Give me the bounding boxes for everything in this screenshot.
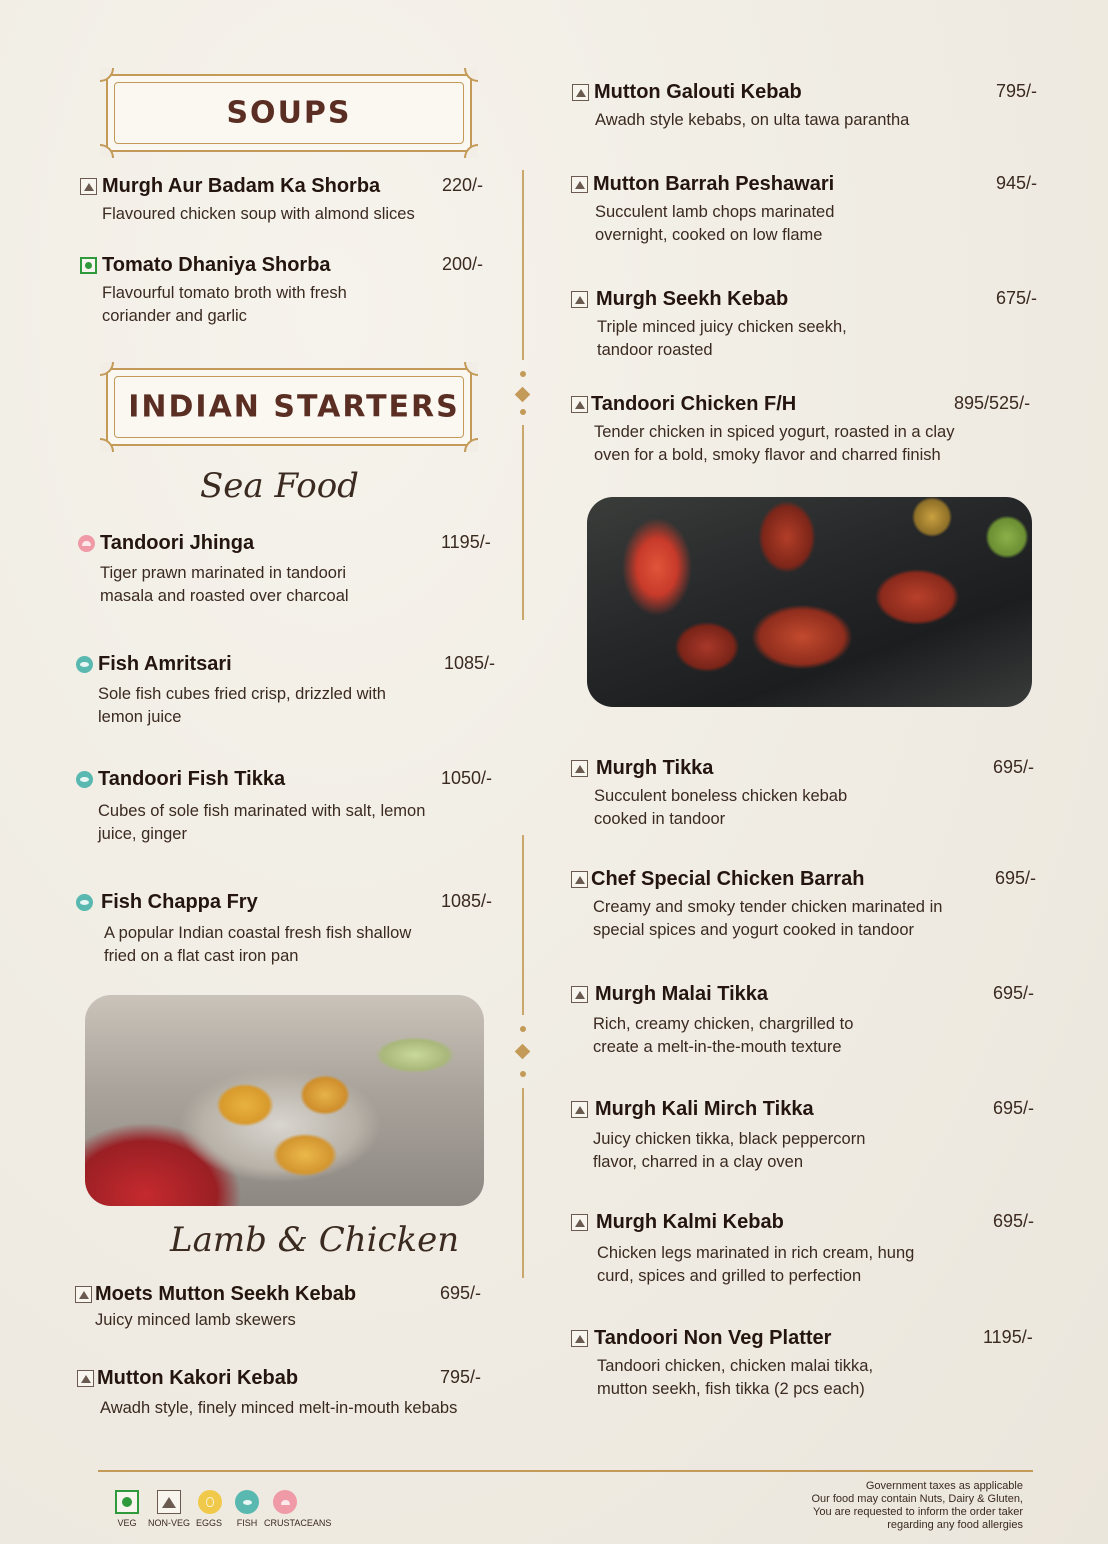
item-price: 1085/-	[441, 891, 493, 911]
legend-eggs	[198, 1490, 222, 1528]
indian-starters-header	[106, 368, 472, 446]
item-description: Cubes of sole fish marinated with salt, lemon juice, ginger	[98, 802, 426, 843]
item-price: 1050/-	[441, 768, 493, 788]
sea-food-subheading: Sea Food	[200, 466, 359, 506]
divider-ornament	[515, 387, 531, 403]
non-veg-icon	[77, 1370, 94, 1387]
non-veg-icon	[80, 178, 97, 195]
item-price: 695/-	[995, 868, 1037, 888]
footer-divider	[98, 1470, 1033, 1472]
item-name: Murgh Kali Mirch Tikka	[595, 1098, 814, 1120]
item-name: Mutton Kakori Kebab	[97, 1367, 299, 1389]
item-name: Murgh Seekh Kebab	[596, 288, 789, 310]
item-description: Awadh style, finely minced melt-in-mouth kebabs	[100, 1399, 458, 1417]
non-veg-icon	[572, 84, 589, 101]
legend-veg	[115, 1490, 139, 1528]
item-price: 695/-	[993, 1098, 1035, 1118]
item-name: Moets Mutton Seekh Kebab	[95, 1283, 357, 1305]
item-price: 1195/-	[441, 532, 491, 552]
column-divider-top	[522, 170, 524, 360]
note-line: Government taxes as applicable	[865, 1480, 1023, 1492]
item-name: Fish Chappa Fry	[101, 891, 258, 913]
item-description: Triple minced juicy chicken seekh, tandoor roasted	[597, 318, 847, 359]
note-line: regarding any food allergies	[887, 1519, 1023, 1531]
item-description: Flavoured chicken soup with almond slices	[102, 205, 415, 223]
item-name: Murgh Kalmi Kebab	[596, 1211, 784, 1233]
item-name: Tomato Dhaniya Shorba	[102, 254, 331, 276]
legend-non-veg	[148, 1490, 191, 1528]
crustacean-icon	[78, 535, 95, 552]
lamb-chicken-subheading: Lamb & Chicken	[170, 1220, 460, 1260]
item-price: 1195/-	[983, 1327, 1033, 1347]
non-veg-icon	[571, 1214, 588, 1231]
soups-header	[106, 74, 472, 152]
item-price: 795/-	[440, 1367, 482, 1387]
item-price: 895/525/-	[954, 393, 1031, 413]
item-description: Flavourful tomato broth with fresh coriander and garlic	[102, 284, 347, 325]
legend-label: EGGS	[196, 1518, 223, 1528]
non-veg-icon	[571, 396, 588, 413]
tikka-platter-photo	[85, 995, 484, 1206]
divider-ornament	[515, 1044, 531, 1060]
veg-icon	[115, 1490, 139, 1514]
note-line: Our food may contain Nuts, Dairy & Gluten,	[811, 1493, 1023, 1505]
item-description: A popular Indian coastal fresh fish shallow fried on a flat cast iron pan	[104, 924, 412, 965]
divider-ornament	[520, 371, 526, 377]
item-description: Rich, creamy chicken, chargrilled to create a melt-in-the-mouth texture	[593, 1015, 854, 1056]
legend-label: NON-VEG	[148, 1518, 191, 1528]
divider-ornament	[520, 1071, 526, 1077]
item-name: Tandoori Chicken F/H	[591, 393, 797, 415]
item-price: 1085/-	[444, 653, 496, 673]
column-divider-lower	[522, 835, 524, 1015]
non-veg-icon	[571, 1330, 588, 1347]
veg-icon	[80, 257, 97, 274]
item-price: 695/-	[440, 1283, 482, 1303]
item-description: Creamy and smoky tender chicken marinated in special spices and yogurt cooked in tandoor	[593, 898, 943, 939]
item-price: 200/-	[442, 254, 484, 274]
legend-label: FISH	[236, 1518, 258, 1528]
fish-icon	[235, 1490, 259, 1514]
legend-crustaceans	[264, 1490, 332, 1528]
non-veg-icon	[571, 760, 588, 777]
non-veg-icon	[75, 1286, 92, 1303]
note-line: You are requested to inform the order taker	[813, 1506, 1023, 1518]
fish-icon	[76, 656, 93, 673]
tandoori-chicken-photo	[587, 497, 1032, 707]
non-veg-icon	[571, 871, 588, 888]
column-divider-middle	[522, 425, 524, 620]
item-description: Chicken legs marinated in rich cream, hung curd, spices and grilled to perfection	[597, 1244, 915, 1285]
non-veg-icon	[157, 1490, 181, 1514]
item-name: Tandoori Fish Tikka	[98, 768, 286, 790]
item-name: Murgh Aur Badam Ka Shorba	[102, 175, 381, 197]
legend-label: CRUSTACEANS	[264, 1518, 332, 1528]
item-description: Tiger prawn marinated in tandoori masala and roasted over charcoal	[100, 564, 349, 605]
item-name: Tandoori Jhinga	[100, 532, 255, 554]
item-price: 695/-	[993, 983, 1035, 1003]
item-price: 675/-	[996, 288, 1038, 308]
item-description: Sole fish cubes fried crisp, drizzled with lemon juice	[98, 685, 386, 726]
item-name: Chef Special Chicken Barrah	[591, 868, 865, 890]
item-name: Mutton Galouti Kebab	[594, 81, 802, 103]
item-description: Juicy minced lamb skewers	[95, 1311, 296, 1329]
item-description: Succulent boneless chicken kebab cooked in tandoor	[594, 787, 848, 828]
egg-icon	[198, 1490, 222, 1514]
legend-fish	[235, 1490, 259, 1528]
allergy-notes	[811, 1480, 1023, 1532]
item-price: 945/-	[996, 173, 1038, 193]
item-description: Tandoori chicken, chicken malai tikka, mutton seekh, fish tikka (2 pcs each)	[597, 1357, 874, 1398]
soups-title: SOUPS	[226, 95, 352, 131]
divider-ornament	[520, 409, 526, 415]
item-description: Juicy chicken tikka, black peppercorn flavor, charred in a clay oven	[593, 1130, 866, 1171]
non-veg-icon	[571, 986, 588, 1003]
indian-starters-title: INDIAN STARTERS	[128, 389, 460, 425]
item-price: 220/-	[442, 175, 484, 195]
column-divider-bottom	[522, 1088, 524, 1278]
fish-icon	[76, 894, 93, 911]
item-name: Fish Amritsari	[98, 653, 232, 675]
item-price: 795/-	[996, 81, 1038, 101]
item-description: Tender chicken in spiced yogurt, roasted in a clay oven for a bold, smoky flavor and charred finish	[594, 423, 955, 464]
non-veg-icon	[571, 291, 588, 308]
item-description: Awadh style kebabs, on ulta tawa parantha	[595, 111, 910, 129]
item-price: 695/-	[993, 757, 1035, 777]
item-name: Mutton Barrah Peshawari	[593, 173, 835, 195]
divider-ornament	[520, 1026, 526, 1032]
fish-icon	[76, 771, 93, 788]
crustacean-icon	[273, 1490, 297, 1514]
item-name: Murgh Tikka	[596, 757, 714, 779]
non-veg-icon	[571, 176, 588, 193]
item-name: Murgh Malai Tikka	[595, 983, 769, 1005]
non-veg-icon	[571, 1101, 588, 1118]
item-name: Tandoori Non Veg Platter	[594, 1327, 832, 1349]
item-price: 695/-	[993, 1211, 1035, 1231]
legend-label: VEG	[117, 1518, 137, 1528]
item-description: Succulent lamb chops marinated overnight, cooked on low flame	[595, 203, 835, 244]
